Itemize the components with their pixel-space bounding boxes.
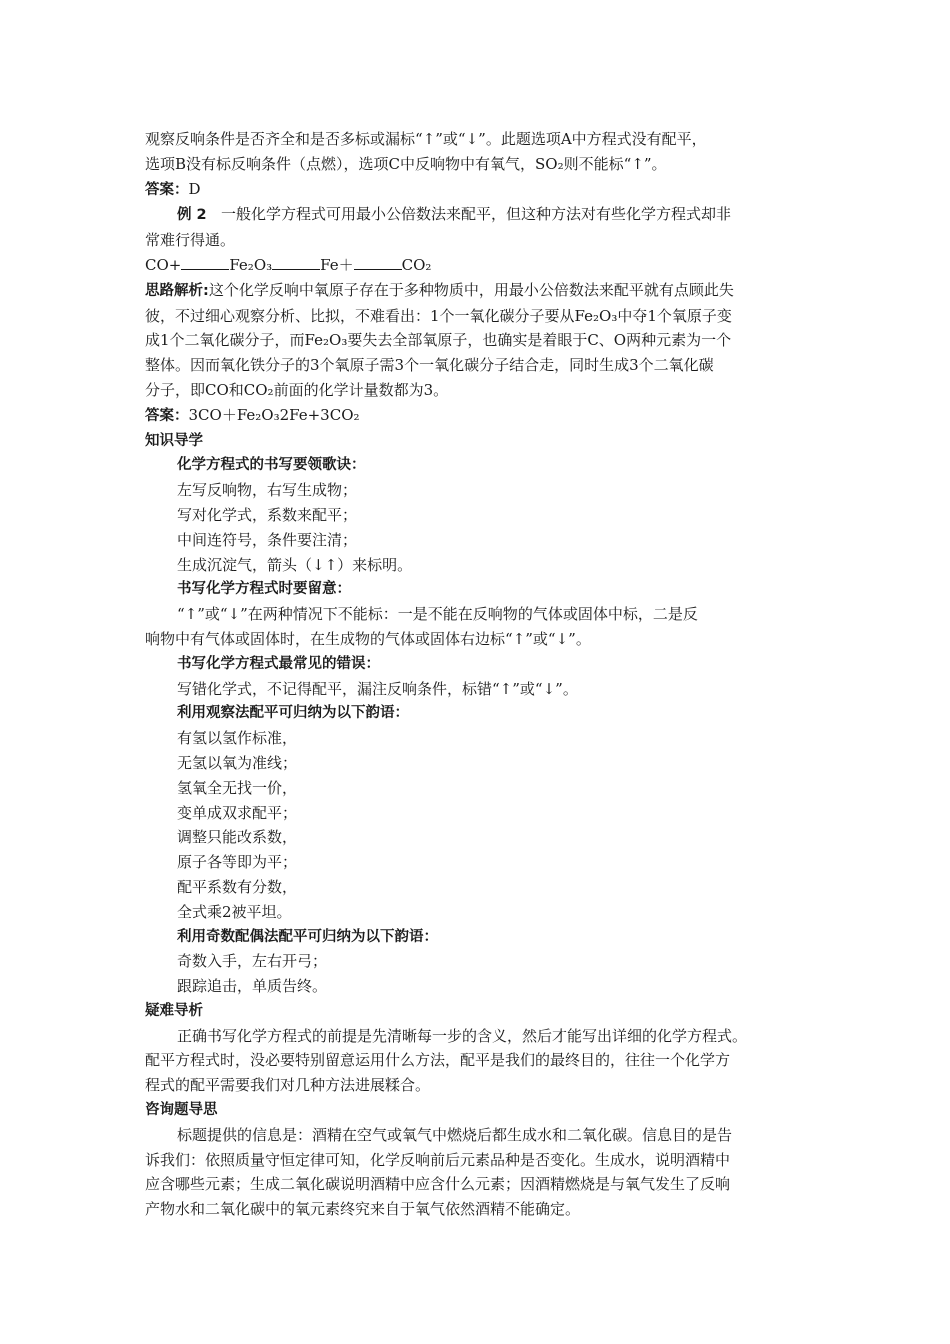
answer-value: D [188, 179, 201, 198]
equation-blank [181, 255, 229, 270]
rhyme-line: 写对化学式，系数来配平； [177, 505, 358, 524]
paragraph-line: “↑”或“↓”在两种情况下不能标：一是不能在反响物的气体或固体中标，二是反 [177, 605, 698, 624]
analysis-label: 思路解析: [145, 282, 209, 299]
equation-blank [272, 255, 320, 270]
paragraph-line: 正确书写化学方程式的前提是先清晰每一步的含义，然后才能写出详细的化学方程式。 [177, 1026, 748, 1045]
paragraph-line: 选项B没有标反响条件（点燃），选项C中反响物中有氧气，SO₂则不能标“↑”。 [145, 154, 667, 173]
rhyme-line: 生成沉淀气，箭头（↓↑）来标明。 [177, 555, 413, 574]
paragraph-line: 响物中有气体或固体时，在生成物的气体或固体右边标“↑”或“↓”。 [145, 629, 591, 648]
analysis-text: 这个化学反响中氧原子存在于多种物质中，用最小公倍数法来配平就有点顾此失 [208, 280, 734, 299]
rhyme-line: 调整只能改系数， [177, 828, 298, 847]
rhyme-line: 配平系数有分数， [177, 877, 298, 896]
paragraph-line: 分子，即CO和CO₂前面的化学计量数都为3。 [145, 380, 449, 399]
note-title: 书写化学方程式时要留意： [177, 581, 351, 598]
section-heading-knowledge: 知识导学 [145, 432, 203, 449]
rhyme-line: 跟踪追击，单质告终。 [177, 977, 328, 996]
example-label: 例 2 [177, 207, 207, 224]
paragraph-line: 常难行得通。 [145, 231, 236, 250]
paragraph-line: 成1个二氧化碳分子，而Fe₂O₃要失去全部氧原子，也确实是着眼于C、O两种元素为一个 [145, 331, 732, 350]
answer-2 [145, 403, 810, 429]
paragraph-line: 诉我们：依照质量守恒定律可知，化学反响前后元素品种是否变化。生成水，说明酒精中 [145, 1150, 731, 1169]
section-heading-difficulty: 疑难导析 [145, 1002, 203, 1019]
equation-term: Fe＋ [320, 255, 354, 274]
rhyme-line: 左写反响物，右写生成物； [177, 481, 358, 500]
paragraph-line: 程式的配平需要我们对几种方法进展糅合。 [145, 1076, 431, 1095]
rhyme-2-title: 利用观察法配平可归纳为以下韵语： [177, 705, 409, 722]
answer-value: 3CO＋Fe₂O₃2Fe+3CO₂ [188, 405, 360, 424]
equation-term: CO₂ [401, 255, 432, 274]
analysis-line [145, 278, 810, 304]
equation-blank [354, 255, 402, 270]
paragraph-line: 整体。因而氧化铁分子的3个氧原子需3个一氧化碳分子结合走，同时生成3个二氧化碳 [145, 356, 714, 375]
paragraph-line: 配平方程式时，没必要特别留意运用什么方法，配平是我们的最终目的，往往一个化学方 [145, 1051, 731, 1070]
equation-term: CO+ [145, 255, 182, 274]
section-heading-question: 咨询题导思 [145, 1102, 218, 1119]
rhyme-line: 全式乘2被平坦。 [177, 902, 292, 921]
rhyme-line: 中间连符号，条件要注清； [177, 530, 358, 549]
answer-1 [145, 177, 810, 203]
equation-line [145, 253, 810, 278]
rhyme-line: 氢氧全无找一价， [177, 778, 298, 797]
paragraph-line: 观察反响条件是否齐全和是否多标或漏标“↑”或“↓”。此题选项A中方程式没有配平， [145, 130, 707, 148]
rhyme-line: 变单成双求配平； [177, 803, 298, 822]
rhyme-line: 奇数入手，左右开弓； [177, 952, 328, 971]
example-text: 一般化学方程式可用最小公倍数法来配平，但这种方法对有些化学方程式却非 [220, 205, 731, 224]
answer-label: 答案： [145, 407, 189, 424]
rhyme-line: 有氢以氢作标准， [177, 729, 298, 748]
paragraph-line: 应含哪些元素；生成二氧化碳说明酒精中应含什么元素；因酒精燃烧是与氧气发生了反响 [145, 1175, 731, 1194]
equation-term: Fe₂O₃ [229, 255, 273, 274]
rhyme-line: 原子各等即为平； [177, 853, 298, 872]
document-page [145, 127, 810, 1222]
paragraph-line: 标题提供的信息是：酒精在空气或氧气中燃烧后都生成水和二氧化碳。信息目的是告 [177, 1125, 733, 1144]
error-title: 书写化学方程式最常见的错误： [177, 655, 380, 672]
rhyme-3-title: 利用奇数配偶法配平可归纳为以下韵语： [177, 928, 438, 945]
answer-label: 答案： [145, 181, 189, 198]
paragraph-line: 产物水和二氧化碳中的氧元素终究来自于氧气依然酒精不能确定。 [145, 1200, 581, 1219]
paragraph-line: 彼，不过细心观察分析、比拟，不难看出：1个一氧化碳分子要从Fe₂O₃中夺1个氧原子变 [145, 306, 732, 325]
rhyme-1-title: 化学方程式的书写要领歌诀： [177, 457, 366, 474]
rhyme-line: 无氢以氧为准线； [177, 753, 298, 772]
paragraph-line: 写错化学式，不记得配平，漏注反响条件，标错“↑”或“↓”。 [177, 679, 578, 698]
example-2-line [145, 202, 810, 228]
